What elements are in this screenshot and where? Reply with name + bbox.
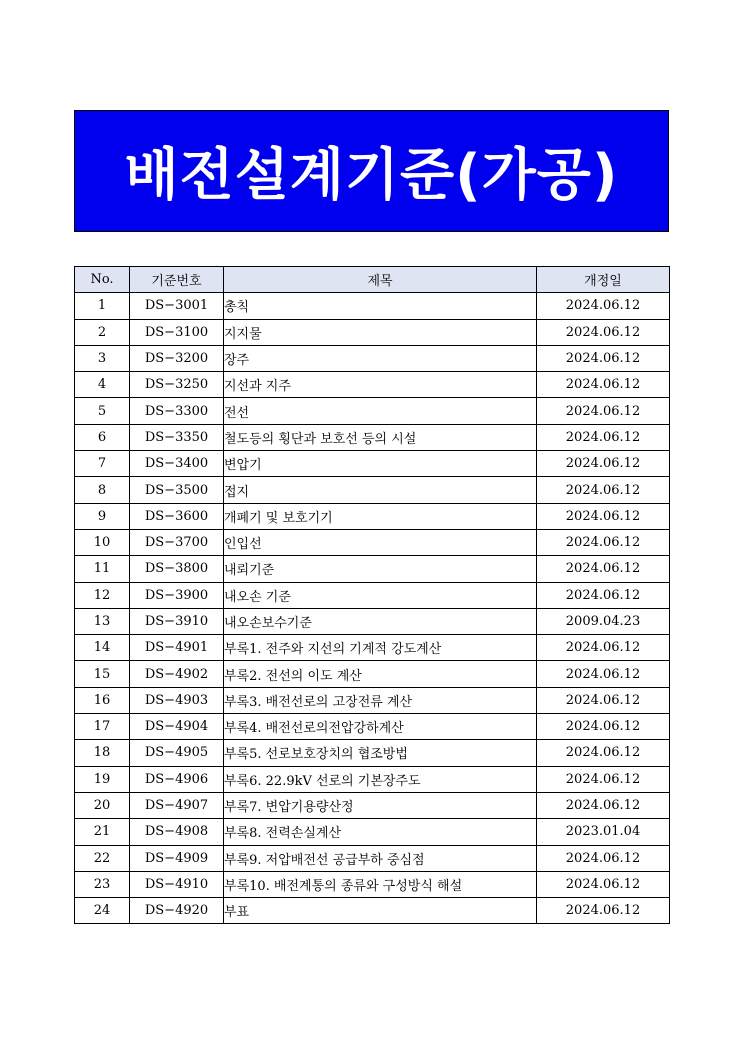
standard-code: DS−3200 <box>130 345 224 371</box>
row-number: 22 <box>75 845 130 871</box>
row-number: 23 <box>75 871 130 897</box>
standard-title: 부표 <box>224 898 537 924</box>
revision-date: 2024.06.12 <box>537 687 670 713</box>
standard-title: 부록9. 저압배전선 공급부하 중심점 <box>224 845 537 871</box>
standard-title: 부록3. 배전선로의 고장전류 계산 <box>224 687 537 713</box>
row-number: 19 <box>75 766 130 792</box>
header-title: 제목 <box>224 267 537 293</box>
standard-code: DS−3250 <box>130 372 224 398</box>
revision-date: 2024.06.12 <box>537 451 670 477</box>
table-row <box>75 661 670 687</box>
table-row <box>75 845 670 871</box>
table-row <box>75 451 670 477</box>
standard-title: 부록4. 배전선로의전압강하계산 <box>224 714 537 740</box>
table-row <box>75 503 670 529</box>
standard-title: 부록7. 변압기용량산정 <box>224 792 537 818</box>
row-number: 3 <box>75 345 130 371</box>
standard-code: DS−3500 <box>130 477 224 503</box>
table-row <box>75 372 670 398</box>
row-number: 14 <box>75 635 130 661</box>
standard-title: 인입선 <box>224 529 537 555</box>
standard-code: DS−3001 <box>130 293 224 319</box>
standard-code: DS−3100 <box>130 319 224 345</box>
standard-code: DS−3800 <box>130 556 224 582</box>
revision-date: 2024.06.12 <box>537 503 670 529</box>
table-row <box>75 582 670 608</box>
standards-table <box>74 266 670 924</box>
standard-code: DS−4906 <box>130 766 224 792</box>
standard-code: DS−4920 <box>130 898 224 924</box>
standard-code: DS−4904 <box>130 714 224 740</box>
revision-date: 2024.06.12 <box>537 319 670 345</box>
standard-title: 내오손보수기준 <box>224 608 537 634</box>
standard-title: 변압기 <box>224 451 537 477</box>
table-row <box>75 714 670 740</box>
standard-code: DS−4905 <box>130 740 224 766</box>
standard-code: DS−3300 <box>130 398 224 424</box>
standard-title: 장주 <box>224 345 537 371</box>
table-row <box>75 687 670 713</box>
standard-title: 부록1. 전주와 지선의 기계적 강도계산 <box>224 635 537 661</box>
standard-title: 지지물 <box>224 319 537 345</box>
standard-title: 부록6. 22.9kV 선로의 기본장주도 <box>224 766 537 792</box>
header-code: 기준번호 <box>130 267 224 293</box>
standard-title: 내뢰기준 <box>224 556 537 582</box>
header-date: 개정일 <box>537 267 670 293</box>
revision-date: 2024.06.12 <box>537 871 670 897</box>
revision-date: 2024.06.12 <box>537 556 670 582</box>
revision-date: 2024.06.12 <box>537 740 670 766</box>
standard-code: DS−4902 <box>130 661 224 687</box>
table-row <box>75 424 670 450</box>
table-row <box>75 529 670 555</box>
revision-date: 2023.01.04 <box>537 819 670 845</box>
standard-code: DS−3700 <box>130 529 224 555</box>
standard-title: 지선과 지주 <box>224 372 537 398</box>
standard-code: DS−3600 <box>130 503 224 529</box>
revision-date: 2009.04.23 <box>537 608 670 634</box>
revision-date: 2024.06.12 <box>537 293 670 319</box>
table-row <box>75 398 670 424</box>
page-title: 배전설계기준(가공) <box>124 143 619 208</box>
row-number: 16 <box>75 687 130 713</box>
row-number: 13 <box>75 608 130 634</box>
title-banner <box>74 110 669 232</box>
row-number: 10 <box>75 529 130 555</box>
row-number: 8 <box>75 477 130 503</box>
table-row <box>75 792 670 818</box>
header-no: No. <box>75 267 130 293</box>
revision-date: 2024.06.12 <box>537 529 670 555</box>
table-row <box>75 898 670 924</box>
table-row <box>75 319 670 345</box>
standard-code: DS−3400 <box>130 451 224 477</box>
table-row <box>75 871 670 897</box>
standard-code: DS−4907 <box>130 792 224 818</box>
revision-date: 2024.06.12 <box>537 424 670 450</box>
standard-title: 접지 <box>224 477 537 503</box>
table-row <box>75 740 670 766</box>
revision-date: 2024.06.12 <box>537 582 670 608</box>
revision-date: 2024.06.12 <box>537 661 670 687</box>
revision-date: 2024.06.12 <box>537 714 670 740</box>
standard-code: DS−4908 <box>130 819 224 845</box>
row-number: 5 <box>75 398 130 424</box>
row-number: 1 <box>75 293 130 319</box>
standard-title: 총칙 <box>224 293 537 319</box>
row-number: 4 <box>75 372 130 398</box>
row-number: 12 <box>75 582 130 608</box>
revision-date: 2024.06.12 <box>537 845 670 871</box>
standard-title: 부록2. 전선의 이도 계산 <box>224 661 537 687</box>
standard-title: 전선 <box>224 398 537 424</box>
revision-date: 2024.06.12 <box>537 898 670 924</box>
revision-date: 2024.06.12 <box>537 398 670 424</box>
table-row <box>75 819 670 845</box>
row-number: 24 <box>75 898 130 924</box>
standard-title: 내오손 기준 <box>224 582 537 608</box>
table-header-row <box>75 267 670 293</box>
table-row <box>75 293 670 319</box>
standard-title: 부록5. 선로보호장치의 협조방법 <box>224 740 537 766</box>
row-number: 6 <box>75 424 130 450</box>
row-number: 11 <box>75 556 130 582</box>
row-number: 18 <box>75 740 130 766</box>
table-row <box>75 766 670 792</box>
standard-code: DS−3900 <box>130 582 224 608</box>
standard-title: 철도등의 횡단과 보호선 등의 시설 <box>224 424 537 450</box>
standard-code: DS−3350 <box>130 424 224 450</box>
revision-date: 2024.06.12 <box>537 792 670 818</box>
table-row <box>75 556 670 582</box>
table-row <box>75 608 670 634</box>
standard-code: DS−4901 <box>130 635 224 661</box>
revision-date: 2024.06.12 <box>537 635 670 661</box>
row-number: 20 <box>75 792 130 818</box>
row-number: 9 <box>75 503 130 529</box>
standard-code: DS−4910 <box>130 871 224 897</box>
standard-code: DS−4909 <box>130 845 224 871</box>
standard-title: 부록8. 전력손실계산 <box>224 819 537 845</box>
row-number: 21 <box>75 819 130 845</box>
standard-code: DS−3910 <box>130 608 224 634</box>
row-number: 17 <box>75 714 130 740</box>
revision-date: 2024.06.12 <box>537 477 670 503</box>
row-number: 7 <box>75 451 130 477</box>
standard-title: 개폐기 및 보호기기 <box>224 503 537 529</box>
row-number: 2 <box>75 319 130 345</box>
standard-title: 부록10. 배전계통의 종류와 구성방식 해설 <box>224 871 537 897</box>
revision-date: 2024.06.12 <box>537 766 670 792</box>
row-number: 15 <box>75 661 130 687</box>
table-row <box>75 345 670 371</box>
table-row <box>75 477 670 503</box>
revision-date: 2024.06.12 <box>537 372 670 398</box>
revision-date: 2024.06.12 <box>537 345 670 371</box>
standard-code: DS−4903 <box>130 687 224 713</box>
table-row <box>75 635 670 661</box>
